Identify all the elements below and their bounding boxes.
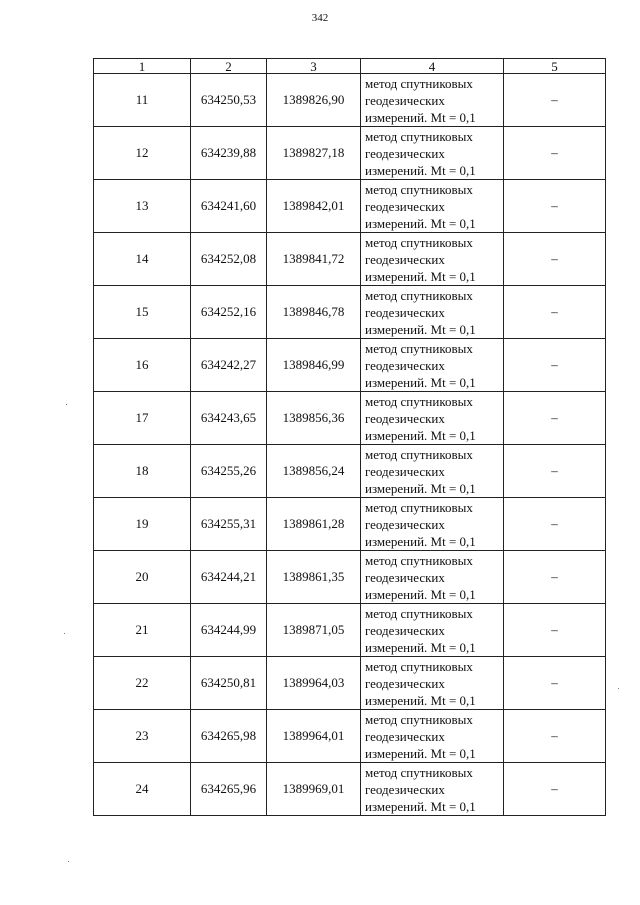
x-coordinate-cell: 634239,88 <box>191 127 267 180</box>
method-text-line: метод спутниковых <box>365 605 473 621</box>
method-text-line: измерений. Mt = 0,1 <box>365 162 476 178</box>
x-coordinate-cell: 634255,26 <box>191 445 267 498</box>
table-row <box>94 551 606 604</box>
method-text-line: метод спутниковых <box>365 764 473 780</box>
x-coordinate-cell: 634243,65 <box>191 392 267 445</box>
method-cell <box>361 286 504 339</box>
x-coordinate-cell: 634255,31 <box>191 498 267 551</box>
method-text-line: метод спутниковых <box>365 234 473 250</box>
method-text-line: метод спутниковых <box>365 75 473 91</box>
point-number-cell: 20 <box>94 551 191 604</box>
method-text-line: геодезических <box>365 463 445 479</box>
scan-speck <box>64 633 65 634</box>
point-number-cell: 16 <box>94 339 191 392</box>
method-text-line: измерений. Mt = 0,1 <box>365 268 476 284</box>
method-text-line: измерений. Mt = 0,1 <box>365 586 476 602</box>
note-cell: – <box>504 286 606 339</box>
method-text-line: геодезических <box>365 728 445 744</box>
scan-speck <box>618 688 619 689</box>
table-row <box>94 710 606 763</box>
method-text-line: измерений. Mt = 0,1 <box>365 639 476 655</box>
table-row <box>94 763 606 816</box>
table-row <box>94 74 606 127</box>
note-cell: – <box>504 710 606 763</box>
method-text-line: метод спутниковых <box>365 446 473 462</box>
method-text-line: измерений. Mt = 0,1 <box>365 427 476 443</box>
method-text-line: геодезических <box>365 304 445 320</box>
point-number-cell: 22 <box>94 657 191 710</box>
method-cell <box>361 180 504 233</box>
x-coordinate-cell: 634252,08 <box>191 233 267 286</box>
x-coordinate-cell: 634244,21 <box>191 551 267 604</box>
point-number-cell: 12 <box>94 127 191 180</box>
method-cell <box>361 604 504 657</box>
table-row <box>94 286 606 339</box>
method-text-line: измерений. Mt = 0,1 <box>365 215 476 231</box>
y-coordinate-cell: 1389842,01 <box>267 180 361 233</box>
x-coordinate-cell: 634250,53 <box>191 74 267 127</box>
x-coordinate-cell: 634242,27 <box>191 339 267 392</box>
note-cell: – <box>504 74 606 127</box>
y-coordinate-cell: 1389964,01 <box>267 710 361 763</box>
method-text-line: геодезических <box>365 357 445 373</box>
y-coordinate-cell: 1389964,03 <box>267 657 361 710</box>
method-text-line: метод спутниковых <box>365 128 473 144</box>
method-text-line: геодезических <box>365 410 445 426</box>
point-number-cell: 17 <box>94 392 191 445</box>
table-row <box>94 127 606 180</box>
note-cell: – <box>504 339 606 392</box>
method-text-line: метод спутниковых <box>365 287 473 303</box>
note-cell: – <box>504 233 606 286</box>
method-text-line: геодезических <box>365 92 445 108</box>
note-cell: – <box>504 445 606 498</box>
method-cell <box>361 127 504 180</box>
method-text-line: геодезических <box>365 781 445 797</box>
method-text-line: измерений. Mt = 0,1 <box>365 321 476 337</box>
column-header: 4 <box>361 59 504 74</box>
point-number-cell: 19 <box>94 498 191 551</box>
table-row <box>94 233 606 286</box>
method-text-line: метод спутниковых <box>365 499 473 515</box>
table-row <box>94 657 606 710</box>
point-number-cell: 24 <box>94 763 191 816</box>
point-number-cell: 18 <box>94 445 191 498</box>
method-text-line: метод спутниковых <box>365 711 473 727</box>
y-coordinate-cell: 1389846,99 <box>267 339 361 392</box>
note-cell: – <box>504 392 606 445</box>
method-cell <box>361 551 504 604</box>
method-text-line: метод спутниковых <box>365 393 473 409</box>
note-cell: – <box>504 180 606 233</box>
method-cell <box>361 233 504 286</box>
note-cell: – <box>504 498 606 551</box>
method-text-line: геодезических <box>365 198 445 214</box>
method-text-line: геодезических <box>365 516 445 532</box>
method-text-line: геодезических <box>365 145 445 161</box>
method-cell <box>361 657 504 710</box>
y-coordinate-cell: 1389871,05 <box>267 604 361 657</box>
y-coordinate-cell: 1389856,24 <box>267 445 361 498</box>
y-coordinate-cell: 1389826,90 <box>267 74 361 127</box>
method-text-line: метод спутниковых <box>365 181 473 197</box>
note-cell: – <box>504 604 606 657</box>
method-text-line: измерений. Mt = 0,1 <box>365 374 476 390</box>
column-header: 3 <box>267 59 361 74</box>
x-coordinate-cell: 634252,16 <box>191 286 267 339</box>
table-row <box>94 180 606 233</box>
point-number-cell: 15 <box>94 286 191 339</box>
table-row <box>94 392 606 445</box>
note-cell: – <box>504 763 606 816</box>
y-coordinate-cell: 1389841,72 <box>267 233 361 286</box>
y-coordinate-cell: 1389846,78 <box>267 286 361 339</box>
y-coordinate-cell: 1389861,28 <box>267 498 361 551</box>
x-coordinate-cell: 634241,60 <box>191 180 267 233</box>
method-text-line: измерений. Mt = 0,1 <box>365 533 476 549</box>
page-number: 342 <box>311 12 329 24</box>
method-text-line: измерений. Mt = 0,1 <box>365 480 476 496</box>
column-header: 5 <box>504 59 606 74</box>
scan-speck <box>68 861 69 862</box>
table-header-row <box>94 59 606 74</box>
y-coordinate-cell: 1389861,35 <box>267 551 361 604</box>
x-coordinate-cell: 634265,98 <box>191 710 267 763</box>
x-coordinate-cell: 634265,96 <box>191 763 267 816</box>
method-cell <box>361 710 504 763</box>
method-text-line: геодезических <box>365 251 445 267</box>
point-number-cell: 23 <box>94 710 191 763</box>
method-cell <box>361 392 504 445</box>
x-coordinate-cell: 634250,81 <box>191 657 267 710</box>
note-cell: – <box>504 657 606 710</box>
scan-speck <box>66 404 67 405</box>
method-text-line: метод спутниковых <box>365 340 473 356</box>
table-row <box>94 339 606 392</box>
method-cell <box>361 498 504 551</box>
table-row <box>94 445 606 498</box>
method-cell <box>361 74 504 127</box>
column-header: 2 <box>191 59 267 74</box>
method-text-line: измерений. Mt = 0,1 <box>365 692 476 708</box>
y-coordinate-cell: 1389827,18 <box>267 127 361 180</box>
method-text-line: геодезических <box>365 569 445 585</box>
y-coordinate-cell: 1389969,01 <box>267 763 361 816</box>
x-coordinate-cell: 634244,99 <box>191 604 267 657</box>
column-header: 1 <box>94 59 191 74</box>
method-cell <box>361 339 504 392</box>
method-text-line: измерений. Mt = 0,1 <box>365 109 476 125</box>
method-text-line: метод спутниковых <box>365 658 473 674</box>
table-row <box>94 604 606 657</box>
note-cell: – <box>504 127 606 180</box>
table-row <box>94 498 606 551</box>
method-text-line: метод спутниковых <box>365 552 473 568</box>
note-cell: – <box>504 551 606 604</box>
method-text-line: измерений. Mt = 0,1 <box>365 798 476 814</box>
method-text-line: геодезических <box>365 622 445 638</box>
table-body <box>94 74 606 816</box>
method-text-line: измерений. Mt = 0,1 <box>365 745 476 761</box>
method-cell <box>361 763 504 816</box>
method-text-line: геодезических <box>365 675 445 691</box>
y-coordinate-cell: 1389856,36 <box>267 392 361 445</box>
point-number-cell: 11 <box>94 74 191 127</box>
method-cell <box>361 445 504 498</box>
point-number-cell: 14 <box>94 233 191 286</box>
coordinates-table <box>93 58 606 816</box>
point-number-cell: 13 <box>94 180 191 233</box>
point-number-cell: 21 <box>94 604 191 657</box>
